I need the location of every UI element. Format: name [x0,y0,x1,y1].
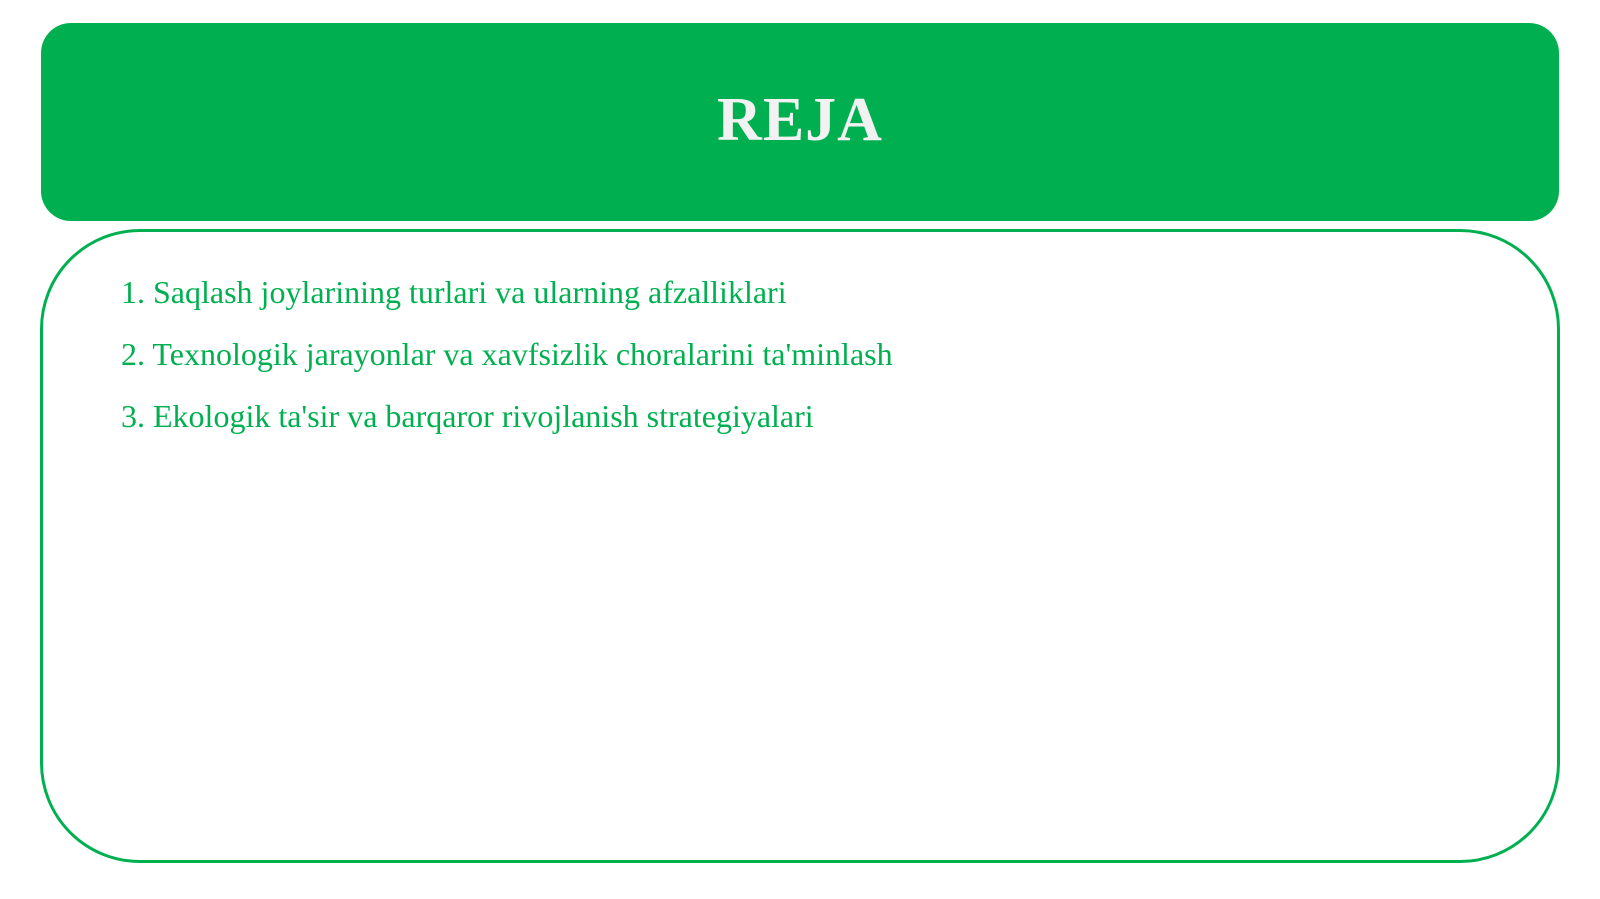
plan-item-2: 2. Texnologik jarayonlar va xavfsizlik choralarini ta'minlash [121,336,893,372]
plan-item-1: 1. Saqlash joylarining turlari va ularning afzalliklari [121,274,787,310]
plan-list [121,273,893,459]
header-banner [41,23,1559,221]
page-title: REJA [717,86,883,154]
plan-item-3: 3. Ekologik ta'sir va barqaror rivojlanish strategiyalari [121,398,814,434]
